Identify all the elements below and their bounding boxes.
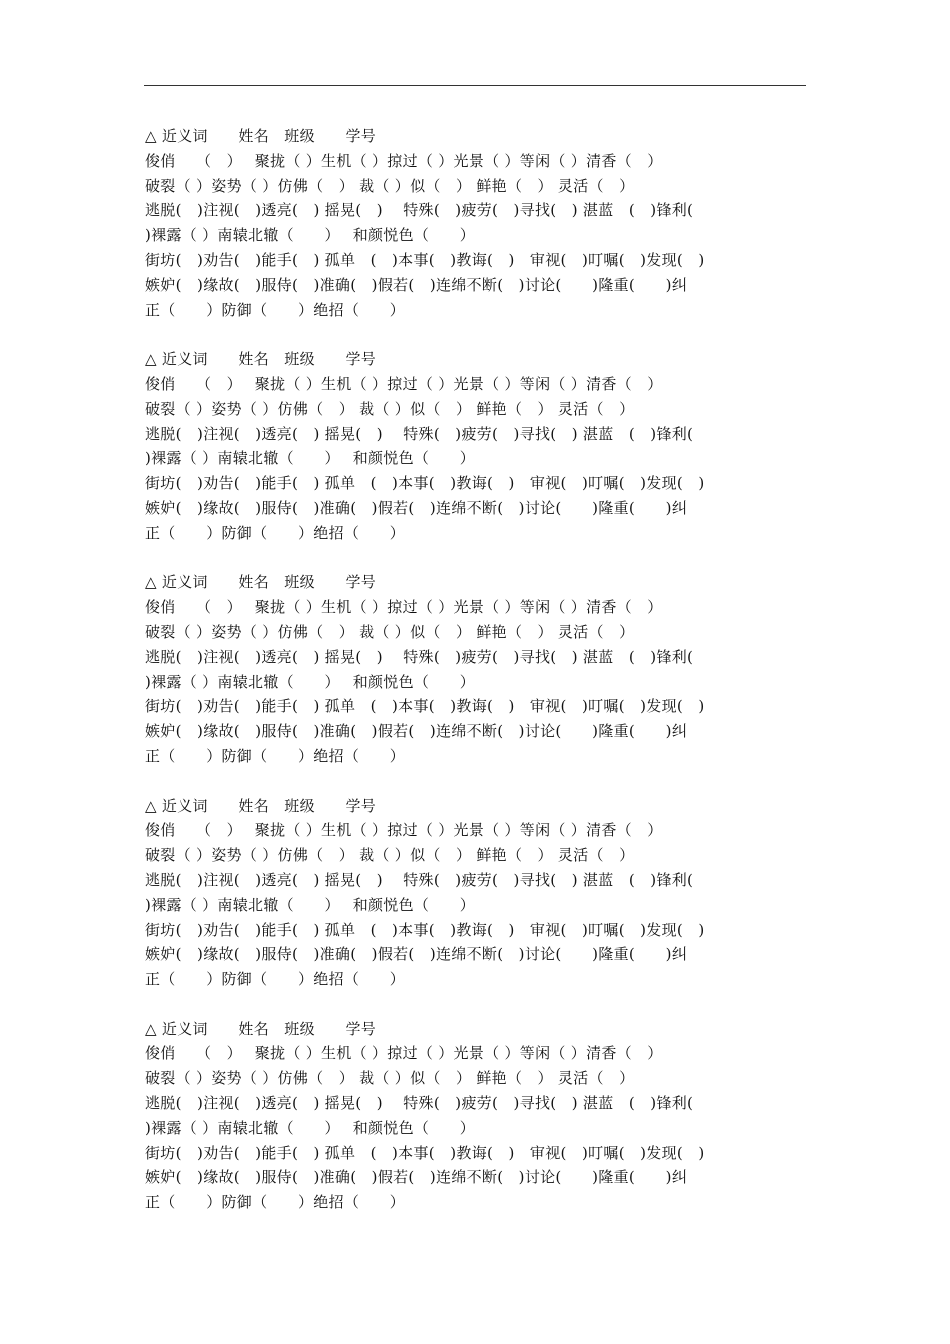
worksheet-section	[145, 570, 810, 768]
section-heading: △ 近义词 姓名 班级 学号	[145, 573, 377, 592]
exercise-line: 街坊( )劝告( )能手( ) 孤单 ( )本事( )教诲( ) 审视( )叮嘱( )发现( )	[145, 697, 705, 716]
exercise-line: 嫉妒( )缘故( )服侍( )准确( )假若( )连绵不断( )讨论( )隆重( )纠	[145, 498, 688, 517]
exercise-line: 逃脱( )注视( )透亮( ) 摇晃( ) 特殊( )疲劳( )寻找( ) 湛蓝 ( )锋利(	[145, 1094, 694, 1113]
worksheet-section	[145, 124, 810, 322]
exercise-line: )裸露（ ）南辕北辙（ ） 和颜悦色（ ）	[145, 226, 476, 245]
exercise-line: 逃脱( )注视( )透亮( ) 摇晃( ) 特殊( )疲劳( )寻找( ) 湛蓝 ( )锋利(	[145, 424, 694, 443]
exercise-line: 破裂（ ）姿势（ ）仿佛（ ） 裁（ ）似（ ） 鲜艳（ ） 灵活（ ）	[145, 622, 635, 641]
exercise-line: )裸露（ ）南辕北辙（ ） 和颜悦色（ ）	[145, 449, 476, 468]
exercise-line: 俊俏 （ ） 聚拢（ ）生机（ ）掠过（ ）光景（ ）等闲（ ）清香（ ）	[145, 151, 663, 170]
exercise-line: 逃脱( )注视( )透亮( ) 摇晃( ) 特殊( )疲劳( )寻找( ) 湛蓝 ( )锋利(	[145, 870, 694, 889]
exercise-line: 俊俏 （ ） 聚拢（ ）生机（ ）掠过（ ）光景（ ）等闲（ ）清香（ ）	[145, 1044, 663, 1063]
section-heading: △ 近义词 姓名 班级 学号	[145, 1019, 377, 1038]
exercise-line: 逃脱( )注视( )透亮( ) 摇晃( ) 特殊( )疲劳( )寻找( ) 湛蓝 ( )锋利(	[145, 201, 694, 220]
exercise-line: 破裂（ ）姿势（ ）仿佛（ ） 裁（ ）似（ ） 鲜艳（ ） 灵活（ ）	[145, 846, 635, 865]
exercise-line: )裸露（ ）南辕北辙（ ） 和颜悦色（ ）	[145, 1118, 476, 1137]
section-heading: △ 近义词 姓名 班级 学号	[145, 350, 377, 369]
exercise-line: 嫉妒( )缘故( )服侍( )准确( )假若( )连绵不断( )讨论( )隆重( )纠	[145, 1168, 688, 1187]
exercise-line: 正（ ）防御（ ）绝招（ ）	[145, 970, 406, 989]
exercise-line: 街坊( )劝告( )能手( ) 孤单 ( )本事( )教诲( ) 审视( )叮嘱( )发现( )	[145, 1143, 705, 1162]
exercise-line: 俊俏 （ ） 聚拢（ ）生机（ ）掠过（ ）光景（ ）等闲（ ）清香（ ）	[145, 821, 663, 840]
worksheet-section	[145, 347, 810, 545]
exercise-line: 破裂（ ）姿势（ ）仿佛（ ） 裁（ ）似（ ） 鲜艳（ ） 灵活（ ）	[145, 176, 635, 195]
exercise-line: 街坊( )劝告( )能手( ) 孤单 ( )本事( )教诲( ) 审视( )叮嘱( )发现( )	[145, 474, 705, 493]
exercise-line: 正（ ）防御（ ）绝招（ ）	[145, 1193, 406, 1212]
exercise-line: 破裂（ ）姿势（ ）仿佛（ ） 裁（ ）似（ ） 鲜艳（ ） 灵活（ ）	[145, 399, 635, 418]
exercise-line: 街坊( )劝告( )能手( ) 孤单 ( )本事( )教诲( ) 审视( )叮嘱( )发现( )	[145, 250, 705, 269]
header-rule	[144, 85, 806, 86]
exercise-line: 俊俏 （ ） 聚拢（ ）生机（ ）掠过（ ）光景（ ）等闲（ ）清香（ ）	[145, 374, 663, 393]
exercise-line: 嫉妒( )缘故( )服侍( )准确( )假若( )连绵不断( )讨论( )隆重( )纠	[145, 275, 688, 294]
exercise-line: 逃脱( )注视( )透亮( ) 摇晃( ) 特殊( )疲劳( )寻找( ) 湛蓝 ( )锋利(	[145, 647, 694, 666]
section-heading: △ 近义词 姓名 班级 学号	[145, 796, 377, 815]
exercise-line: 街坊( )劝告( )能手( ) 孤单 ( )本事( )教诲( ) 审视( )叮嘱( )发现( )	[145, 920, 705, 939]
worksheet-section	[145, 1017, 810, 1215]
exercise-line: 嫉妒( )缘故( )服侍( )准确( )假若( )连绵不断( )讨论( )隆重( )纠	[145, 945, 688, 964]
exercise-line: 破裂（ ）姿势（ ）仿佛（ ） 裁（ ）似（ ） 鲜艳（ ） 灵活（ ）	[145, 1069, 635, 1088]
worksheet-section	[145, 794, 810, 992]
worksheet-body	[145, 124, 810, 1240]
exercise-line: )裸露（ ）南辕北辙（ ） 和颜悦色（ ）	[145, 672, 476, 691]
exercise-line: 嫉妒( )缘故( )服侍( )准确( )假若( )连绵不断( )讨论( )隆重( )纠	[145, 722, 688, 741]
exercise-line: 正（ ）防御（ ）绝招（ ）	[145, 523, 406, 542]
section-heading: △ 近义词 姓名 班级 学号	[145, 127, 377, 145]
exercise-line: 俊俏 （ ） 聚拢（ ）生机（ ）掠过（ ）光景（ ）等闲（ ）清香（ ）	[145, 598, 663, 617]
exercise-line: 正（ ）防御（ ）绝招（ ）	[145, 746, 406, 765]
exercise-line: 正（ ）防御（ ）绝招（ ）	[145, 300, 406, 319]
exercise-line: )裸露（ ）南辕北辙（ ） 和颜悦色（ ）	[145, 895, 476, 914]
